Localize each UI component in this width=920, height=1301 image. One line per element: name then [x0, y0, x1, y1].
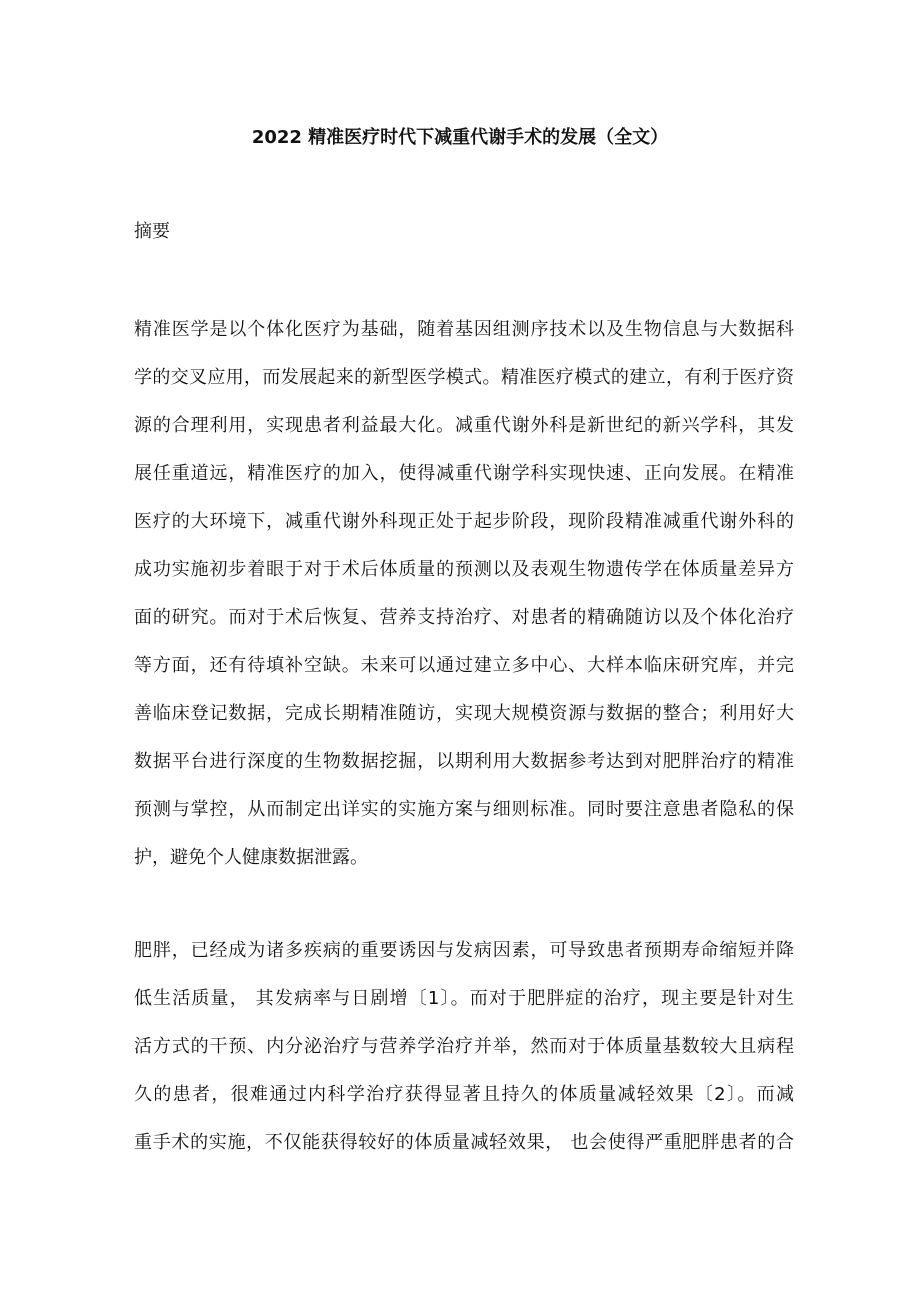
paragraph-line: 预测与掌控，从而制定出详实的实施方案与细则标准。同时要注意患者隐私的保: [134, 799, 794, 820]
abstract-paragraph: [134, 316, 794, 892]
paragraph-line: 善临床登记数据，完成长期精准随访，实现大规模资源与数据的整合；利用好大: [134, 703, 794, 724]
paragraph-line: 护，避免个人健康数据泄露。: [134, 847, 368, 868]
paragraph-line: 数据平台进行深度的生物数据挖掘，以期利用大数据参考达到对肥胖治疗的精准: [134, 751, 794, 772]
paragraph-line: 医疗的大环境下，减重代谢外科现正处于起步阶段，现阶段精准减重代谢外科的: [134, 511, 794, 532]
paragraph-line: 展任重道远，精准医疗的加入，使得减重代谢学科实现快速、正向发展。在精准: [134, 463, 794, 484]
paragraph-line: 源的合理利用，实现患者利益最大化。减重代谢外科是新世纪的新兴学科，其发: [134, 415, 794, 436]
paragraph-line: 久的患者，很难通过内科学治疗获得显著且持久的体质量减轻效果〔2〕。而减: [134, 1084, 794, 1105]
section-heading-abstract: 摘要: [134, 221, 170, 242]
paragraph-line: 面的研究。而对于术后恢复、营养支持治疗、对患者的精确随访以及个体化治疗: [134, 607, 794, 628]
paragraph-line: 成功实施初步着眼于对于术后体质量的预测以及表观生物遗传学在体质量差异方: [134, 559, 794, 580]
paragraph-line: 低生活质量， 其发病率与日剧增〔1〕。而对于肥胖症的治疗，现主要是针对生: [134, 988, 794, 1009]
paragraph-line: 重手术的实施，不仅能获得较好的体质量减轻效果， 也会使得严重肥胖患者的合: [134, 1132, 794, 1153]
paragraph-line: 精准医学是以个体化医疗为基础，随着基因组测序技术以及生物信息与大数据科: [134, 319, 794, 340]
document-title: 2022 精准医疗时代下减重代谢手术的发展（全文）: [251, 127, 669, 148]
body-paragraph: [134, 937, 794, 1177]
paragraph-line: 学的交叉应用，而发展起来的新型医学模式。精准医疗模式的建立，有利于医疗资: [134, 367, 794, 388]
paragraph-line: 肥胖，已经成为诸多疾病的重要诱因与发病因素，可导致患者预期寿命缩短并降: [134, 940, 794, 961]
paragraph-line: 活方式的干预、内分泌治疗与营养学治疗并举，然而对于体质量基数较大且病程: [134, 1036, 794, 1057]
paragraph-line: 等方面，还有待填补空缺。未来可以通过建立多中心、大样本临床研究库，并完: [134, 655, 794, 676]
